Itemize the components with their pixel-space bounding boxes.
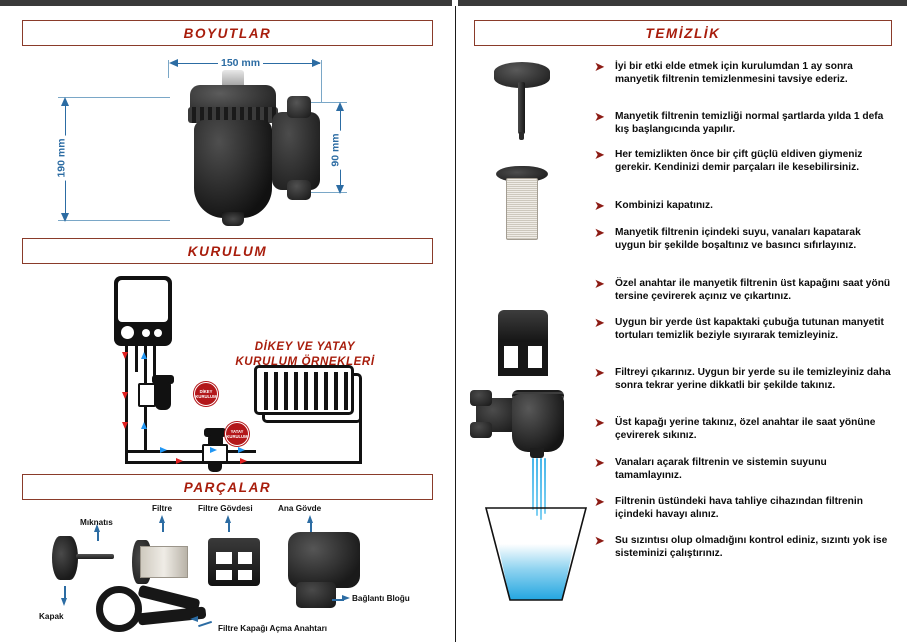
list-item: [594, 277, 894, 304]
radiator-unit: [254, 365, 354, 415]
dim-arrow-depth-bottom: [336, 185, 344, 194]
arrow-bullet-icon: ➤: [594, 225, 605, 240]
parts-diagram: [22, 506, 433, 642]
part-magnet-rod: [76, 554, 114, 559]
part-arrow-filter-body: [225, 515, 231, 523]
radiator-fin: [304, 372, 308, 410]
illustration-bucket: [484, 506, 588, 602]
list-item-text: İyi bir etki elde etmek için kurulumdan 1 ay sonra manyetik filtrenin temizlenmesini tavsiye ederiz.: [615, 61, 853, 86]
badge-horizontal-line1: YATAY: [230, 429, 244, 434]
list-item-text: Üst kapağı yerine takınız, özel anahtar ile saat yönüne çevirerek sıkınız.: [615, 417, 876, 442]
cage-leg-gap-1: [504, 346, 518, 368]
part-label-main-body: Ana Gövde: [278, 504, 322, 513]
dim-arrow-depth-top: [336, 102, 344, 111]
arrow-bullet-icon: ➤: [594, 109, 605, 124]
list-item: [594, 534, 894, 561]
badge-horizontal-install: [225, 422, 249, 446]
section-title-cleaning: TEMİZLİK: [645, 25, 721, 41]
arrow-bullet-icon: ➤: [594, 365, 605, 380]
list-item-text: Manyetik filtrenin içindeki suyu, vanaları kapatarak uygun bir şekilde boşaltınız ve basıncı sıfırlayınız.: [615, 227, 861, 252]
list-item: [594, 148, 894, 175]
list-item-text: Filtrenin üstündeki hava tahliye cihazından filtrenin içindeki havayı alınız.: [615, 496, 863, 521]
list-item: [594, 60, 894, 87]
list-item: [594, 199, 713, 212]
part-wrench-ring: [96, 586, 142, 632]
cage-window-2: [238, 552, 252, 564]
badge-vertical-line1: DİKEY: [199, 389, 213, 394]
ext-line-right-top: [321, 60, 322, 102]
boiler-knob-small-2: [154, 329, 162, 337]
boiler-knob-large: [121, 326, 134, 339]
part-filter-mesh: [140, 546, 188, 578]
right-panel: [456, 6, 907, 642]
list-item: [594, 226, 894, 253]
illustration-port-bottom: [470, 422, 492, 438]
illustration-drain-nozzle: [530, 448, 544, 458]
list-item-text: Filtreyi çıkarınız. Uygun bir yerde su ile temizleyiniz daha sonra tekrar yerine dikkatli bir şekilde takınız.: [615, 367, 891, 392]
ext-line-height-top: [58, 97, 170, 98]
dim-arrow-height-bottom: [61, 213, 69, 222]
part-arrow-connection-block: [342, 595, 350, 601]
left-panel: [0, 6, 455, 642]
radiator-fin: [324, 372, 328, 410]
flow-arrow-hot-3: [122, 422, 128, 429]
cage-window-4: [238, 570, 252, 580]
illustration-filter-cage-legs: [498, 342, 548, 376]
pipe-return-join: [125, 450, 146, 453]
radiator-fin: [314, 372, 318, 410]
pipe-return-riser: [359, 415, 362, 461]
bucket-outline: [484, 506, 588, 602]
list-item: [594, 110, 894, 137]
list-item-text: Vanaları açarak filtrenin ve sistemin suyunu tamamlayınız.: [615, 457, 827, 482]
boiler-unit: [114, 276, 172, 346]
flow-arrow-cold-3: [160, 447, 167, 453]
list-item: [594, 366, 894, 393]
arrow-bullet-icon: ➤: [594, 533, 605, 548]
part-arrow-magnet: [94, 524, 100, 532]
list-item-text: Kombinizi kapatınız.: [615, 200, 713, 211]
radiator-fin: [344, 372, 348, 410]
flow-arrow-hot-1: [122, 352, 128, 359]
dim-arrow-height-top: [61, 97, 69, 106]
illustration-rod-tip: [519, 132, 524, 140]
arrow-bullet-icon: ➤: [594, 455, 605, 470]
water-stream: [532, 458, 534, 510]
badge-vertical-install: [194, 382, 218, 406]
part-arrow-stem-wrench: [198, 621, 212, 627]
radiator-fin: [264, 372, 268, 410]
dimensions-diagram: [22, 52, 433, 230]
list-item: [594, 456, 894, 483]
product-outlet-port: [287, 180, 311, 200]
section-title-dimensions: BOYUTLAR: [183, 25, 272, 41]
arrow-bullet-icon: ➤: [594, 147, 605, 162]
product-canister: [194, 120, 272, 218]
list-item: [594, 416, 894, 443]
flow-arrow-cold-1: [141, 352, 147, 359]
part-label-cap: Kapak: [39, 612, 64, 621]
product-connection-block: [272, 112, 320, 190]
filter-vertical-body: [138, 383, 156, 407]
pipe-return-vertical: [125, 366, 128, 452]
product-drain: [222, 212, 244, 226]
part-arrow-cap: [61, 598, 67, 606]
list-item-text: Uygun bir yerde üst kapaktaki çubuğa tutunan manyetit tortuları temizlik beziyle sıyırarak temizleyiniz.: [615, 317, 884, 342]
radiator-fin: [284, 372, 288, 410]
part-filter-body-cage: [208, 538, 260, 586]
arrow-bullet-icon: ➤: [594, 494, 605, 509]
part-label-magnet: Mıknatıs: [80, 518, 113, 527]
pipe-boiler-3: [144, 346, 147, 376]
cage-window-1: [216, 552, 232, 564]
dim-arrow-width-left: [169, 59, 178, 67]
list-item-text: Manyetik filtrenin temizliği normal şartlarda yılda 1 defa kış başlangıcında yapılır.: [615, 111, 884, 136]
badge-vertical-line2: KURULUM: [195, 394, 217, 399]
part-label-filter: Filtre: [152, 504, 173, 513]
pipe-boiler-2: [135, 346, 138, 372]
section-header-installation: [22, 238, 433, 264]
illustration-magnet-rod: [518, 82, 525, 134]
illustration-filter-cage: [498, 310, 548, 344]
flow-arrow-cold-4: [210, 447, 217, 453]
list-item-text: Özel anahtar ile manyetik filtrenin üst kapağını saat yönü tersine çevirerek açınız ve çıkartınız.: [615, 278, 891, 303]
filter-vertical-canister: [155, 382, 171, 410]
dim-label-height: 190 mm: [56, 135, 68, 180]
boiler-screen: [118, 280, 168, 322]
arrow-bullet-icon: ➤: [594, 276, 605, 291]
cage-window-3: [216, 570, 232, 580]
badge-horizontal-line2: KURULUM: [226, 434, 248, 439]
cage-leg-gap-2: [528, 346, 542, 368]
section-header-cleaning: [474, 20, 892, 46]
dim-label-depth: 90 mm: [330, 130, 342, 169]
flow-arrow-cold-5: [238, 447, 245, 453]
installation-diagram: [22, 270, 433, 466]
illustration-cartridge-mesh: [506, 178, 538, 240]
arrow-bullet-icon: ➤: [594, 315, 605, 330]
part-arrow-filter: [159, 515, 165, 523]
list-item-text: Su sızıntısı olup olmadığını kontrol ediniz, sızıntı yok ise sisteminizi çalıştırınız.: [615, 535, 888, 560]
ext-line-height-bottom: [58, 220, 170, 221]
installation-caption: [220, 340, 390, 370]
radiator-fin: [294, 372, 298, 410]
installation-caption-line1: DİKEY VE YATAY: [254, 341, 356, 353]
dim-label-width: 150 mm: [218, 57, 263, 69]
part-label-wrench: Filtre Kapağı Açma Anahtarı: [218, 624, 328, 633]
part-label-filter-body: Filtre Gövdesi: [198, 504, 253, 513]
dim-arrow-width-right: [312, 59, 321, 67]
radiator-fin: [334, 372, 338, 410]
flow-arrow-hot-4: [176, 458, 183, 464]
section-title-parts: PARÇALAR: [183, 479, 272, 495]
flow-arrow-hot-5: [240, 458, 247, 464]
boiler-knob-small-1: [142, 329, 150, 337]
illustration-port-top: [470, 390, 492, 406]
list-item: [594, 495, 894, 522]
pipe-horizontal-branch: [144, 450, 206, 453]
section-header-parts: [22, 474, 433, 500]
installation-caption-line2: KURULUM ÖRNEKLERİ: [235, 356, 375, 368]
radiator-fin: [274, 372, 278, 410]
illustration-canister: [512, 394, 564, 452]
list-item-text: Her temizlikten önce bir çift güçlü eldiven giymeniz gerekir. Kendinizi demir parçaları ile kesebilirsiniz.: [615, 149, 863, 174]
section-title-installation: KURULUM: [187, 243, 268, 259]
part-main-body: [288, 532, 360, 588]
flow-arrow-hot-2: [122, 392, 128, 399]
product-inlet-port: [287, 96, 311, 118]
flow-arrow-cold-2: [141, 422, 147, 429]
part-arrow-wrench: [190, 616, 198, 622]
arrow-bullet-icon: ➤: [594, 198, 605, 213]
part-label-connection-block: Bağlantı Bloğu: [352, 594, 410, 603]
arrow-bullet-icon: ➤: [594, 415, 605, 430]
part-main-body-neck: [296, 582, 336, 608]
list-item: [594, 316, 894, 343]
part-arrow-main-body: [307, 515, 313, 523]
part-magnet-disc: [52, 536, 78, 580]
arrow-bullet-icon: ➤: [594, 59, 605, 74]
section-header-dimensions: [22, 20, 433, 46]
cleaning-content: [456, 54, 907, 642]
